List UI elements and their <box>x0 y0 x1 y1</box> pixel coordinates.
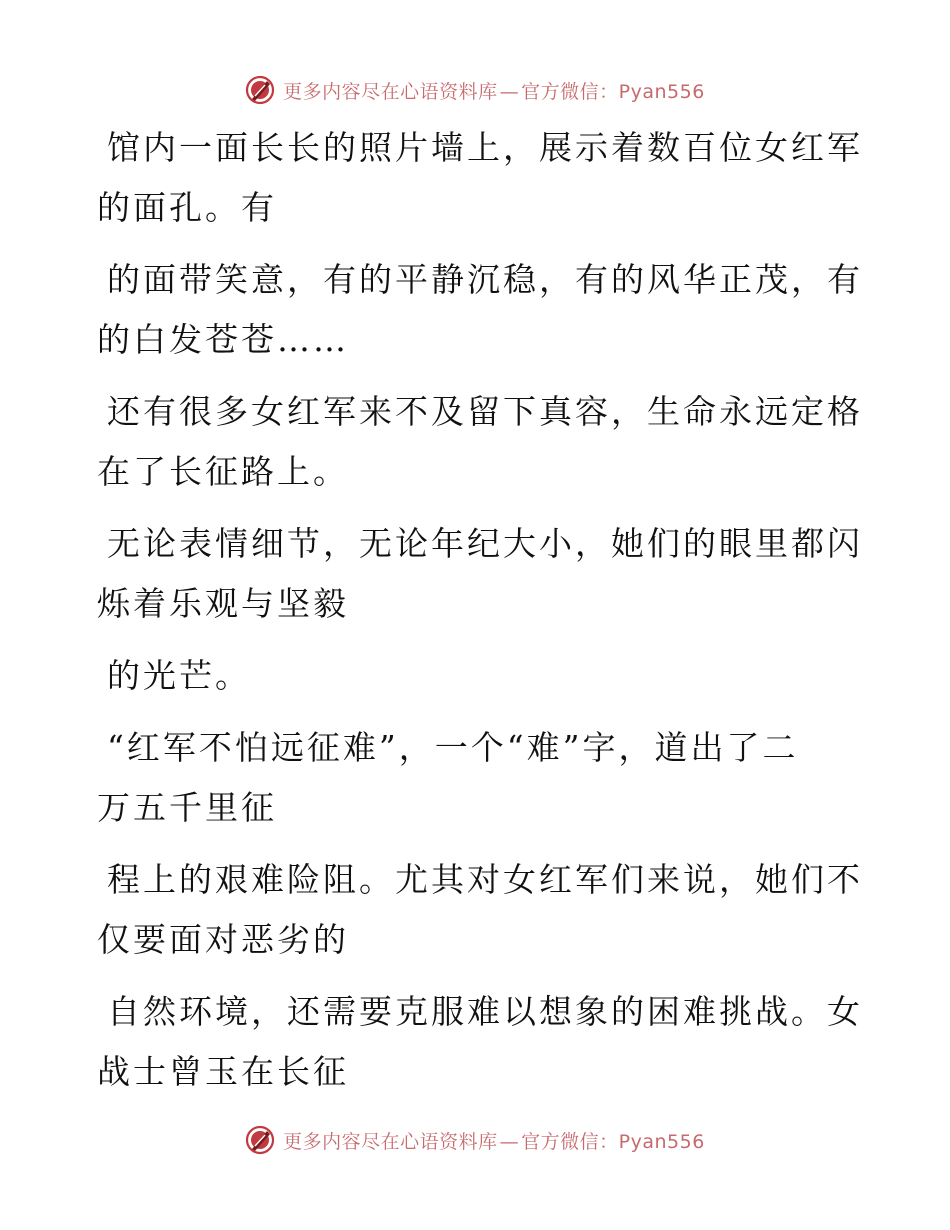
footer-wechat-id: 官方微信：Pyan556 <box>521 1130 705 1153</box>
paragraph <box>97 250 863 370</box>
text-line: 万五千里征 <box>97 788 277 827</box>
paragraph <box>97 514 863 634</box>
header-banner <box>0 72 950 108</box>
paragraph <box>97 850 863 970</box>
text-line: 仅要面对恶劣的 <box>97 920 349 959</box>
footer-site-name: 更多内容尽在心语资料库 <box>283 1130 498 1153</box>
text-line: 烁着乐观与坚毅 <box>97 584 349 623</box>
paragraph <box>97 382 863 502</box>
text-line: 的白发苍苍…… <box>97 320 349 359</box>
header-banner-text <box>283 77 705 104</box>
text-line: “红军不怕远征难”，一个“难”字，道出了二 <box>107 728 799 767</box>
text-line: 的面孔。有 <box>97 188 277 227</box>
text-line: 程上的艰难险阻。尤其对女红军们来说，她们不 <box>107 860 863 899</box>
header-dash: — <box>499 80 520 103</box>
text-line: 馆内一面长长的照片墙上，展示着数百位女红军 <box>107 128 863 167</box>
footer-dash: — <box>499 1130 520 1153</box>
text-line: 自然环境，还需要克服难以想象的困难挑战。女 <box>107 992 863 1031</box>
body-text <box>97 118 863 1102</box>
text-line: 的面带笑意，有的平静沉稳，有的风华正茂，有 <box>107 260 863 299</box>
footer-banner <box>0 1122 950 1158</box>
paragraph <box>97 646 837 706</box>
text-line: 无论表情细节，无论年纪大小，她们的眼里都闪 <box>107 524 863 563</box>
text-line: 战士曾玉在长征 <box>97 1052 349 1091</box>
text-line: 的光芒。 <box>107 656 251 695</box>
text-line: 在了长征路上。 <box>97 452 349 491</box>
quill-pen-logo-icon <box>245 75 275 105</box>
header-wechat-id: 官方微信：Pyan556 <box>521 80 705 103</box>
text-line: 还有很多女红军来不及留下真容，生命永远定格 <box>107 392 863 431</box>
header-site-name: 更多内容尽在心语资料库 <box>283 80 498 103</box>
paragraph <box>97 118 863 238</box>
paragraph <box>97 718 837 838</box>
footer-banner-text <box>283 1127 705 1154</box>
paragraph <box>97 982 863 1102</box>
quill-pen-logo-icon <box>245 1125 275 1155</box>
